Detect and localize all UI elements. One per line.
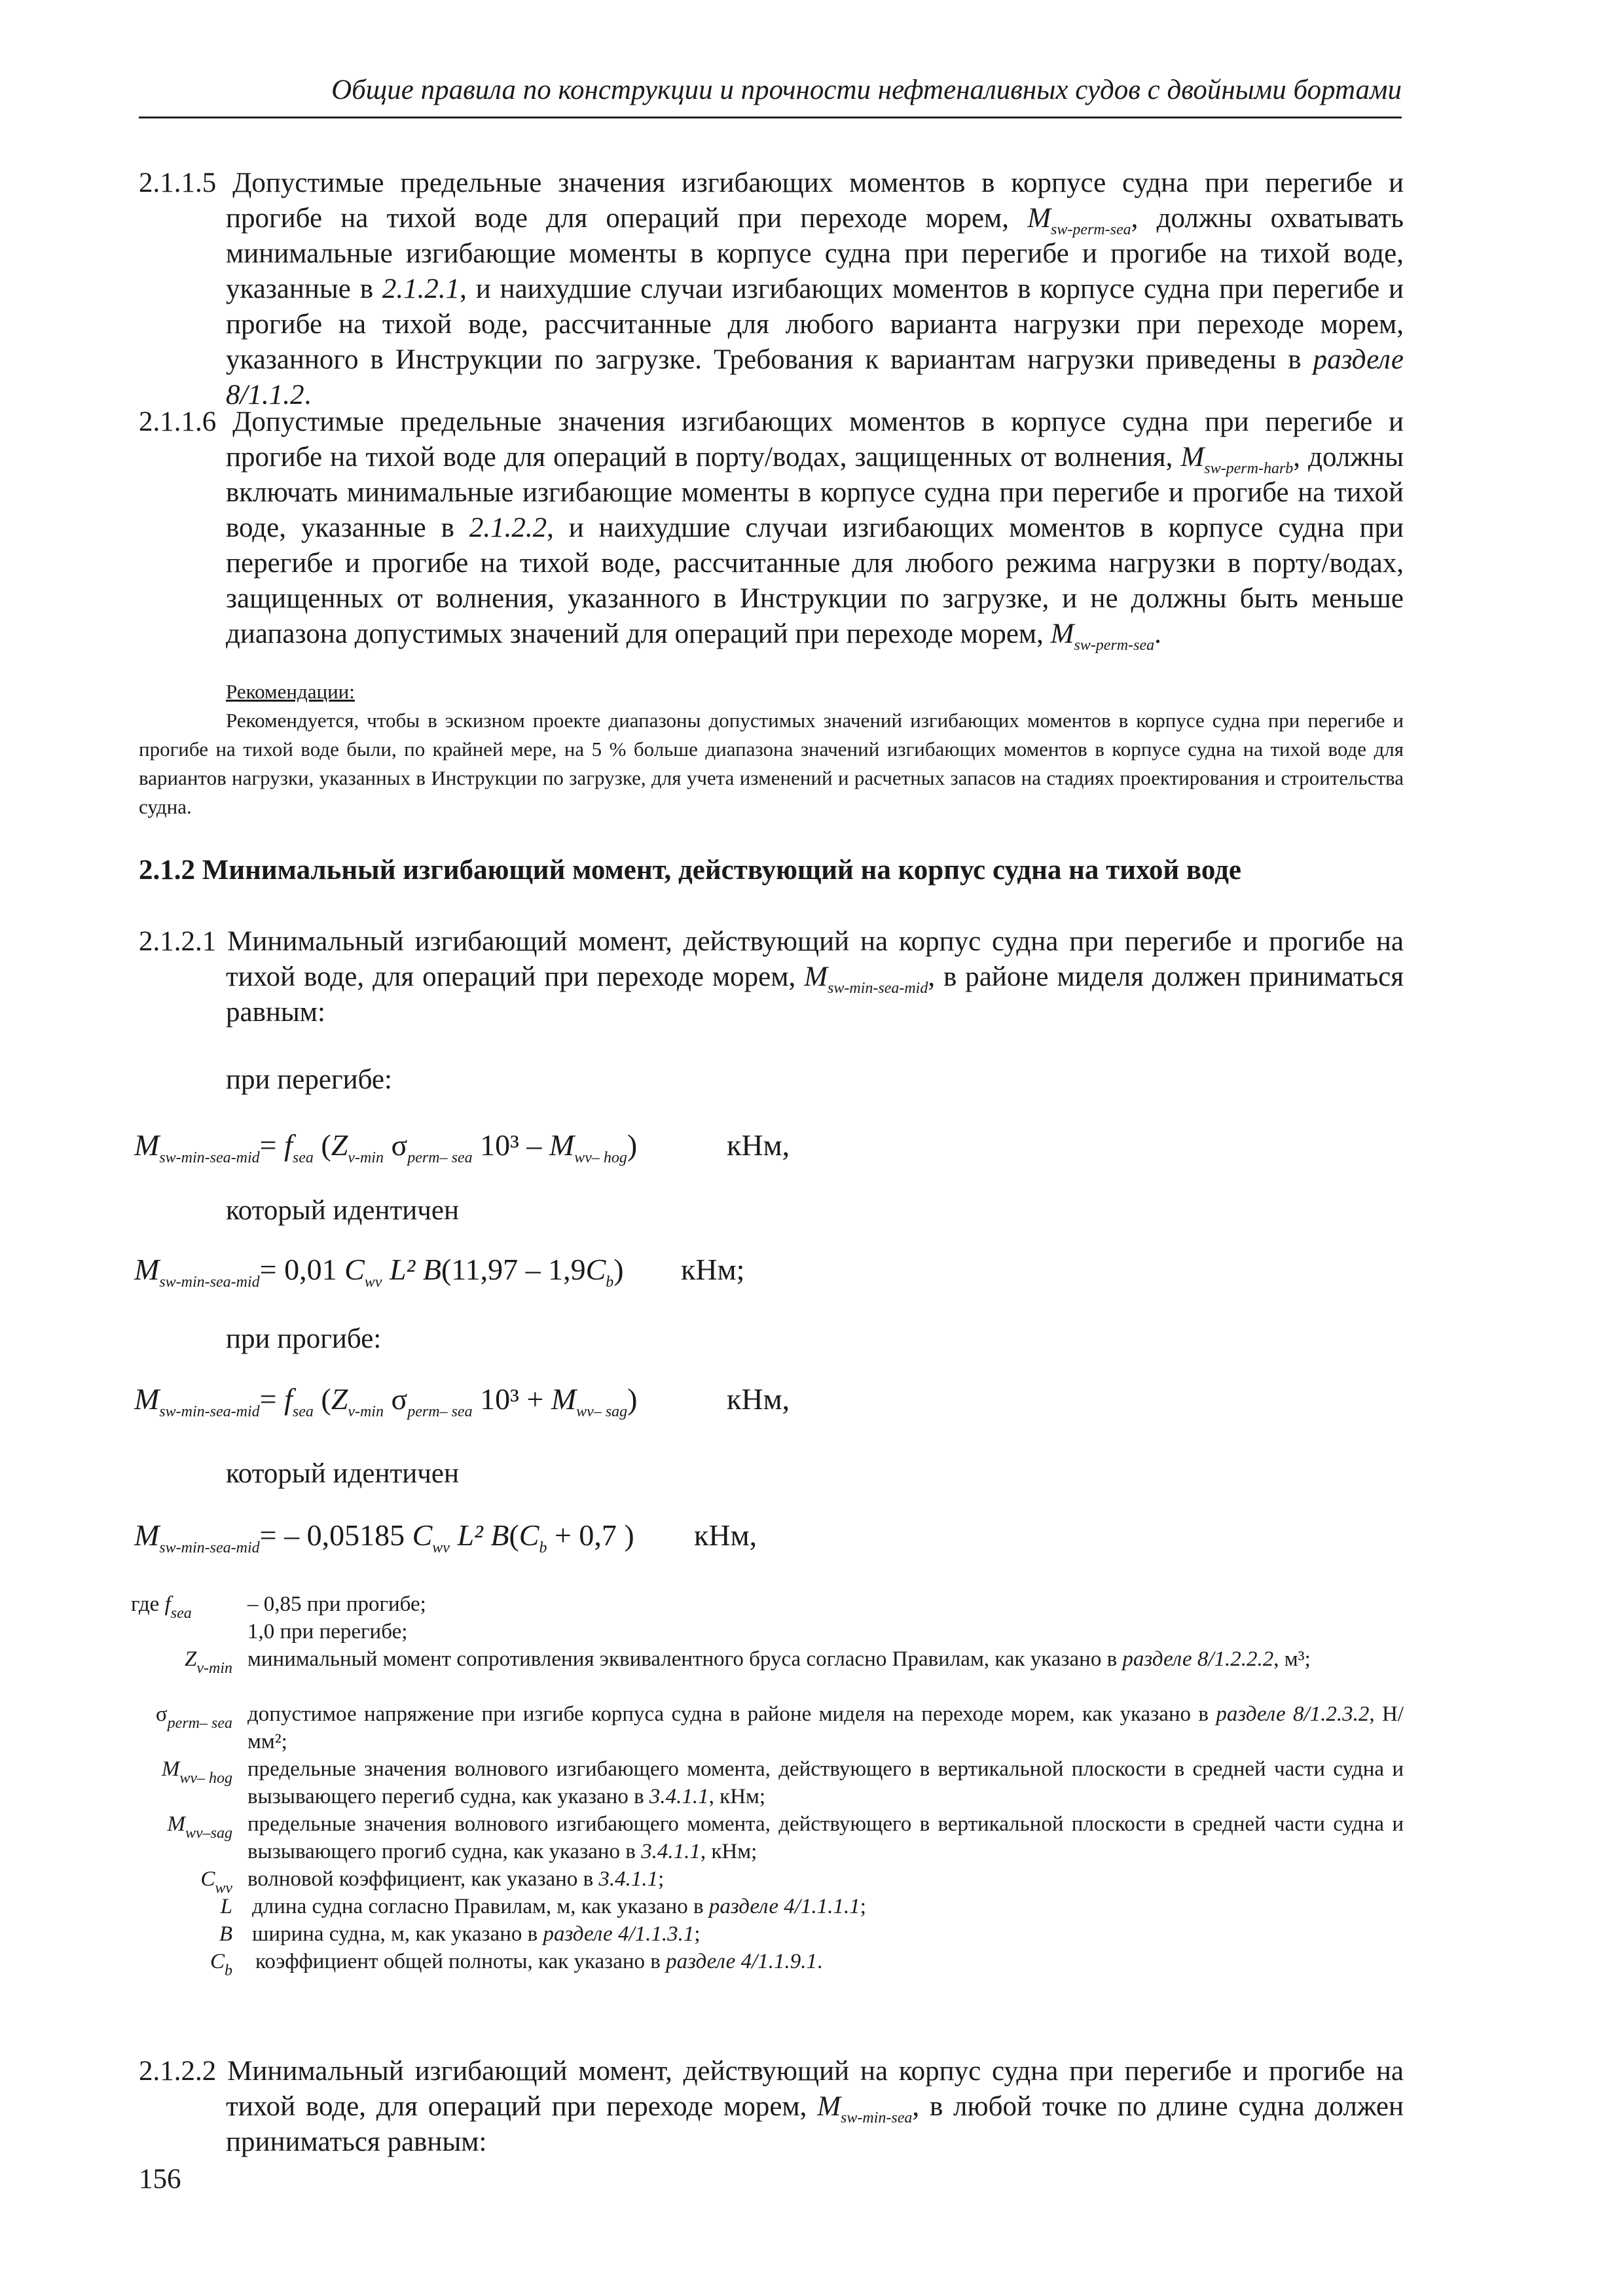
formula-sag-identical: $M_{sw-min-sea-mid}= - 0,05185$ $C_{wv}$ L² $B(C_b + 0,7$ ) кНм, [134,1516,634,1555]
formula-hog-identical: $M_{sw-min-sea-mid}= 0,01$ $C_{wv}$ L² $B(11,97 - 1,9C_b)$ кНм; [134,1250,624,1289]
z-definition: минимальный момент сопротивления эквивалентного бруса согласно Правилам, как указано в разделе 8/1.2.2.2, м³; [247,1647,1311,1671]
identical-label-2: который идентичен [226,1458,460,1489]
sag-label: при прогибе: [226,1323,382,1354]
hog-label: при перегибе: [226,1064,392,1095]
recommendations [139,677,1404,821]
mwv-sag-symbol: $M_{wv-sag}$ [167,1812,232,1842]
where-label: где $f_{sea}$ [131,1592,192,1622]
b-symbol: B [219,1922,232,1946]
cwv-definition: волновой коэффициент, как указано в 3.4.1.1; [247,1867,665,1891]
cb-symbol: $C_b$ [210,1950,232,1979]
unit: кНм; [681,1253,745,1286]
paragraph-2-1-1-5: 2.1.1.5 Допустимые предельные значения изгибающих моментов в корпусе судна при перегибе и прогибе на тихой воде для операций при переходе морем, $M_{sw-perm-sea}$, должны охватывать минимальные изгибающие моменты в корпусе судна при перегибе и прогибе на тихой воде, указанные в 2.1.2.1, и наихудшие случаи изгибающих моментов в корпусе судна при перегибе и прогибе на тихой воде, рассчитанные для любого варианта нагрузки при переходе морем, указанного в Инструкции по загрузке. Требования к вариантам нагрузки приведены в разделе 8/1.1.2. [139,168,1404,410]
sigma-definition: допустимое напряжение при изгибе корпуса судна в районе миделя на переходе морем, как указано в разделе 8/1.2.3.2, Н/мм²; [247,1702,1404,1753]
mwv-hog-symbol: $M_{wv- hog}$ [161,1757,232,1787]
paragraph-number: 2.1.2.1 [139,926,217,957]
paragraph-2-1-1-6: 2.1.1.6 Допустимые предельные значения изгибающих моментов в корпусе судна при перегибе и прогибе на тихой воде для операций в порту/водах, защищенных от волнения, $M_{sw-perm-harb}$, должны включать минимальные изгибающие моменты в корпусе судна при перегибе и прогибе на тихой воде, указанные в 2.1.2.2, и наихудшие случаи изгибающих моментов в корпусе судна при перегибе и прогибе на тихой воде, рассчитанные для любого режима нагрузки в порту/водах, защищенных от волнения, указанного в Инструкции по загрузке, и не должны быть меньше диапазона допустимых значений для операций при переходе морем, $M_{sw-perm-sea}$. [139,406,1404,654]
definitions [131,1590,1404,2009]
running-header-title: Общие правила по конструкции и прочности нефтеналивных судов с двойными бортами [331,75,1402,105]
b-definition: ширина судна, м, как указано в разделе 4/1.1.3.1; [252,1922,701,1946]
unit: кНм, [727,1128,790,1162]
cb-definition: коэффициент общей полноты, как указано в разделе 4/1.1.9.1. [255,1950,823,1973]
l-definition: длина судна согласно Правилам, м, как указано в разделе 4/1.1.1.1; [252,1895,866,1918]
z-symbol: $Z_{v-min}$ [184,1647,232,1677]
sigma-symbol: $\sigma_{perm- sea}$ [155,1702,232,1732]
cwv-symbol: $C_{wv}$ [200,1867,232,1897]
formula-sag: $M_{sw-min-sea-mid}= f_{sea}$ ($Z_{v-min}$ $\sigma_{perm- sea}$ $10^3 + M_{wv- sag}$) кНм, [134,1380,638,1419]
paragraph-number: 2.1.1.6 [139,406,217,437]
l-symbol: L [220,1895,232,1918]
f-value-2: 1,0 при перегибе; [247,1620,408,1643]
paragraph-2-1-2-1: 2.1.2.1 Минимальный изгибающий момент, действующий на корпус судна при перегибе и прогибе на тихой воде, для операций при переходе морем, $M_{sw-min-sea-mid}$, в районе миделя должен приниматься равным: [139,926,1404,1028]
unit: кНм, [694,1518,757,1552]
mwv-sag-definition: предельные значения волнового изгибающего момента, действующего в вертикальной плоскости в средней части судна и вызывающего прогиб судна, как указано в 3.4.1.1, кНм; [247,1812,1404,1863]
running-header [139,71,1402,118]
mwv-hog-definition: предельные значения волнового изгибающего момента, действующего в вертикальной плоскости в средней части судна и вызывающего перегиб судна, как указано в 3.4.1.1, кНм; [247,1757,1404,1808]
page-number: 156 [139,2164,181,2195]
recommendations-title: Рекомендации: [226,680,355,703]
identical-label-1: который идентичен [226,1195,460,1226]
unit: кНм, [727,1382,790,1416]
paragraph-2-1-2-2: 2.1.2.2 Минимальный изгибающий момент, действующий на корпус судна при перегибе и прогибе на тихой воде, для операций при переходе морем, $M_{sw-min-sea}$, в любой точке по длине судна должен приниматься равным: [139,2056,1404,2157]
formula-hog: $M_{sw-min-sea-mid}= f_{sea}$ ($Z_{v-min}$ $\sigma_{perm- sea}$ $10^3 - M_{wv- hog}$) кНм, [134,1126,637,1165]
recommendations-text: Рекомендуется, чтобы в эскизном проекте диапазоны допустимых значений изгибающих моментов в корпусе судна при перегибе и прогибе на тихой воде были, по крайней мере, на 5 % больше диапазона значений изгибающих моментов в корпусе судна на тихой воде для вариантов нагрузки, указанных в Инструкции по загрузке, для учета изменений и расчетных запасов на стадиях проектирования и строительства судна. [139,709,1404,818]
f-value-1: – 0,85 при прогибе; [247,1592,426,1616]
section-heading-2-1-2: 2.1.2 Минимальный изгибающий момент, действующий на корпус судна на тихой воде [139,855,1241,886]
paragraph-number: 2.1.2.2 [139,2056,217,2087]
paragraph-number: 2.1.1.5 [139,168,217,198]
